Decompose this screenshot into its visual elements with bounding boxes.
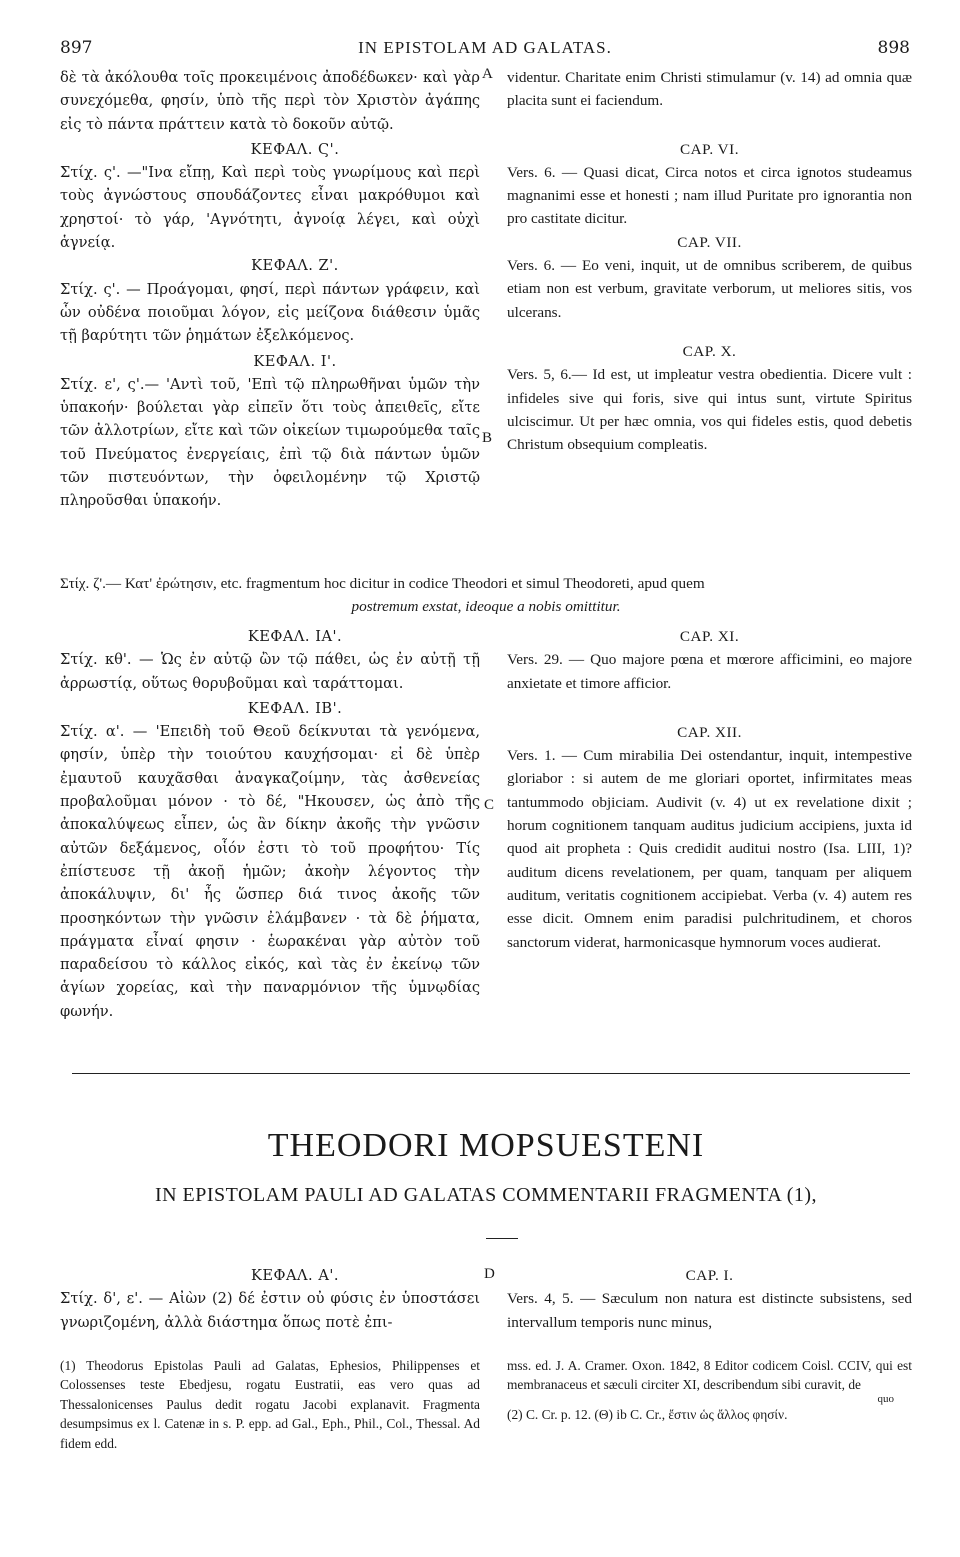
- latin-paragraph: Vers. 29. — Quo majore pœna et mœrore afficimini, eo majore anxietate et timore afficior.: [507, 651, 912, 692]
- greek-chapter-heading: ΚΕΦΑΛ. Α'.: [250, 1267, 340, 1284]
- latin-chapter-heading: CAP. XII.: [677, 723, 742, 741]
- latin-chapter-heading: CAP. X.: [682, 342, 737, 360]
- greek-paragraph: Στίχ. δ', ε'. — Αἰὼν (2) δέ ἐστιν οὐ φύσις ἐν ὑποστάσει γνωριζομένη, ἀλλὰ διάστημα ὅπως ποτὲ ἐπι-: [60, 1290, 480, 1331]
- greek-chapter-heading: ΚΕΦΑΛ. Ϛ'.: [250, 140, 340, 158]
- running-header: [60, 38, 910, 62]
- greek-paragraph: δὲ τὰ ἀκόλουθα τοῖς προκειμένοις ἀποδέδωκεν· καὶ γὰρ συνεχόμεθα, φησίν, ὑπὸ τῆς περὶ τὸν Χριστὸν ἀγάπης εἰς τὸ πάντα πράττειν κατὰ τὸ δοκοῦν αὐτῷ.: [60, 69, 480, 133]
- greek-chapter-heading: ΚΕΦΑΛ. ΙΒ'.: [247, 699, 343, 717]
- latin-paragraph: videntur. Charitate enim Christi stimulamur (v. 14) ad omnia quæ placita sunt ei faciendum.: [507, 69, 912, 110]
- latin-paragraph: Vers. 5, 6.— Id est, ut impleatur vestra obedientia. Dicere vult : infideles sive qui foris, sive qui intus sunt, virtute Spiritus ulciscimur. Ut per hæc omnia, vos qui fideles estis, quod debetis Christum obsequium compleatis.: [507, 366, 912, 454]
- wide-note-line-1: Στίχ. ζ'.— Κατ' ἐρώτησιν, etc. fragmentum hoc dicitur in codice Theodori et simul Theodoreti, apud quem: [60, 575, 705, 592]
- work-subtitle: IN EPISTOLAM PAULI AD GALATAS COMMENTARII FRAGMENTA (1),: [154, 1184, 818, 1206]
- work-title: THEODORI MOPSUESTENI: [267, 1127, 705, 1164]
- column-marker-c: C: [484, 797, 495, 813]
- greek-paragraph: Στίχ. κθ'. — Ὡς ἐν αὐτῷ ὢν τῷ πάθει, ὡς ἐν αὐτῇ τῇ ἀρρωστίᾳ, οὕτως θορυβοῦμαι καὶ ταράττομαι.: [60, 651, 480, 692]
- footnote-2: (2) C. Cr. p. 12. (Θ) ib C. Cr., ἔστιν ὡς ἄλλος φησίν.: [507, 1406, 788, 1422]
- footnote-catchword: quo: [877, 1392, 894, 1405]
- title-rule: [486, 1238, 518, 1239]
- greek-column-middle: [60, 625, 480, 1023]
- greek-paragraph: Στίχ. ς'. —"Ινα εἴπῃ, Καὶ περὶ τοὺς γνωρίμους καὶ περὶ τοὺς ἀγνώστους σπουδάζοντες εἶναι μακρόθυμοι καὶ χρηστοί· τὸ γάρ, 'Αγνότητι, ἀγνοίᾳ λέγει, καὶ οὐχὶ ἁγνείᾳ.: [60, 164, 480, 252]
- greek-column-bottom: [60, 1264, 480, 1334]
- latin-paragraph: Vers. 1. — Cum mirabilia Dei ostendantur, inquit, intempestive gloriabor : si autem de me gloriari oportet, infirmitates meas tantummodo objiciam. Audivit (v. 4) ut ex revelatione dixit ; horum cognitionem tanquam auditus judicium accipiens, juxta id quod ait propheta : Quis credidit auditui nostro (Isa. LIII, 1)? auditum dicens revelationem, per quam, tanquam per aliquem auditum, veritatis cognitionem accipiebat. Verba (v. 4) autem res esse dicit. Omnem enim paradisi pulchritudinem, et choros sanctorum viderat, harmonicasque hymnorum voces audierat.: [507, 747, 912, 951]
- latin-paragraph: Vers. 6. — Quasi dicat, Circa notos et circa ignotos studeamus magnanimi esse et honesti ; nam illud Puritate pro ignorantia non pro castitate dicitur.: [507, 163, 912, 228]
- column-marker-a: A: [482, 66, 493, 82]
- latin-column-top: [507, 66, 912, 456]
- footnote-1: (1) Theodorus Epistolas Pauli ad Galatas, Ephesios, Philippenses et Colossenses teste Ebedjesu, rogatu Eustratii, eas vero quas ad Thessalonicenses Paulus dedit rogatu Jacobi explanavit. Fragmenta desumpsimus ex l. Catenæ in s. P. epp. ad Gal., Eph., Phil., Col., Thessal. Ad fidem edd.: [60, 1358, 480, 1451]
- greek-paragraph: Στίχ. ε', ς'.— 'Αντὶ τοῦ, 'Επὶ τῷ πληρωθῆναι ὑμῶν τὴν ὑπακοήν· βούλεται γὰρ εἰπεῖν ὅτι τοὺς ἀπειθεῖς, εἴτε τῶν ἀλλοτρίων, εἴτε καὶ τῶν οἰκείων τιμωρούμεθα ταῖς τοῦ Πνεύματος ἐνεργείαις, ἐπὶ τῷ διὰ πάντων ὑμῶν τῶν πιστευόντων, τὴν ὀφειλομένην τῷ Χριστῷ πληροῦσθαι ὑπακοήν.: [60, 375, 480, 510]
- greek-paragraph: Στίχ. α'. — 'Επειδὴ τοῦ Θεοῦ δείκνυται τὰ γενόμενα, φησίν, ὑπὲρ τὴν τοιούτου καυχήσομαι· εἰ δὲ ὑπὲρ ἐμαυτοῦ καυχᾶσθαι ἀναγκαζοίμην, τὰς ἀσθενείας προβαλοῦμαι μόνον · τὸ δέ, "Ηκουσεν, ὡς ἀπὸ τῆς ἀποκαλύψεως εἶπεν, ὡς ἂν δίκην ἀκοῆς τὴν γνῶσιν αὐτῶν δεξάμενος, οἷόν ἐστι τὸ τοῦ προφήτου· Τίς ἐπίστευσε τῇ ἀκοῇ ἡμῶν; ἀκοὴν λέγοντος τὴν ἀποκάλυψιν, δι' ἧς ὥσπερ διά τινος ἀκοῆς τῶν προσηκόντων τὴν γνῶσιν ἐλάμβανεν · τὰ δὲ ῥήματα, πράγματα εἶναί φησιν · ἑωρακέναι γὰρ αὐτὸν τοῦ παραδείσου τὸ κάλλος εἰκός, καὶ τὰς ἐν ἐκείνῳ τῶν ἁγίων χορείας, καὶ τὴν παναρμόνιον τῆς ὑμνῳδίας φωνήν.: [60, 723, 480, 1020]
- latin-paragraph: Vers. 6. — Eo veni, inquit, ut de omnibus scriberem, de quibus etiam non est verbum, gravitate verborum, ut meliores sitis, vos ulcerans.: [507, 257, 912, 321]
- column-marker-b: B: [482, 430, 493, 446]
- latin-paragraph: Vers. 4, 5. — Sæculum non natura est distincte subsistens, sed intervallum temporis nunc minus,: [507, 1290, 912, 1331]
- section-divider: [72, 1073, 910, 1074]
- footnote-right: [507, 1356, 912, 1424]
- latin-chapter-heading: CAP. I.: [685, 1267, 734, 1284]
- greek-chapter-heading: ΚΕΦΑΛ. Ζ'.: [251, 257, 339, 275]
- page-number-left: 897: [60, 38, 93, 58]
- footnote-left: [60, 1356, 480, 1453]
- page-number-right: 898: [877, 38, 910, 58]
- greek-chapter-heading: ΚΕΦΑΛ. ΙΑ'.: [247, 628, 343, 645]
- greek-paragraph: Στίχ. ς'. — Προάγομαι, φησί, περὶ πάντων γράφειν, καὶ ὧν οὐδένα ποιοῦμαι λόγον, εἰς μείζονα διάθεσιν ὑμᾶς τῇ βαρύτητι τῶν ῥημάτων ἐξελκόμενος.: [60, 280, 480, 345]
- latin-column-bottom: [507, 1264, 912, 1334]
- wide-note-line-2: postremum exstat, ideoque a nobis omittitur.: [351, 598, 621, 615]
- running-title: IN EPISTOLAM AD GALATAS.: [358, 38, 612, 57]
- wide-note: [60, 572, 912, 618]
- latin-chapter-heading: CAP. XI.: [679, 628, 740, 645]
- latin-chapter-heading: CAP. VI.: [679, 140, 739, 158]
- latin-chapter-heading: CAP. VII.: [677, 233, 742, 251]
- greek-chapter-heading: ΚΕΦΑΛ. Ι'.: [253, 352, 337, 370]
- column-marker-d: D: [484, 1266, 495, 1282]
- footnote-1-continued: mss. ed. J. A. Cramer. Oxon. 1842, 8 Editor codicem Coisl. CCIV, qui est membranaceus et sæculi circiter XI, describendum sibi curavit, de: [507, 1358, 912, 1393]
- greek-column-top: [60, 66, 480, 513]
- latin-column-middle: [507, 625, 912, 954]
